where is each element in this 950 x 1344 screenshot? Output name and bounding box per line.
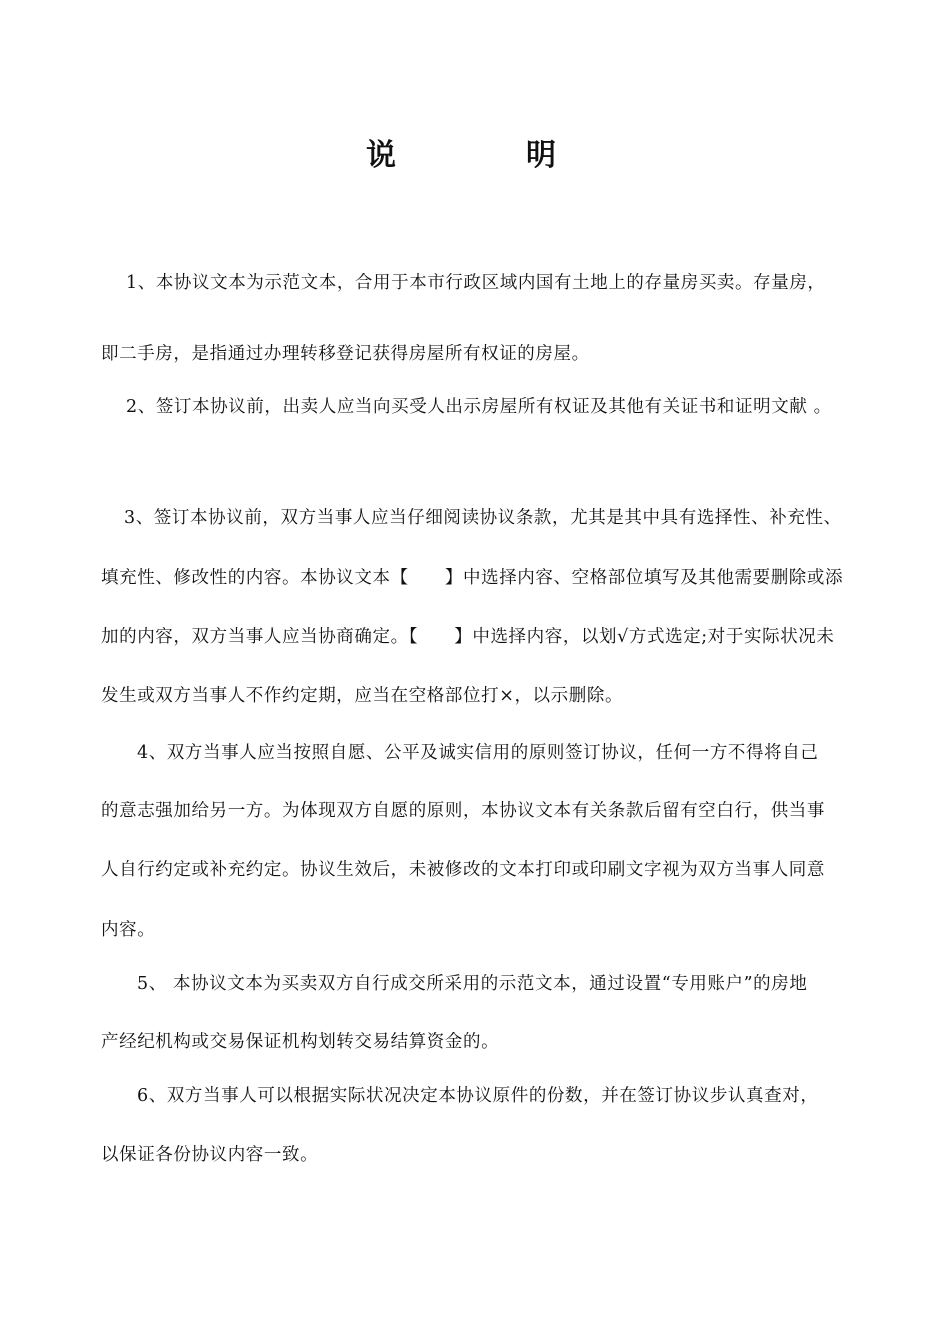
paragraph-1-line-2: 即二手房，是指通过办理转移登记获得房屋所有权证的房屋。 [101, 344, 590, 364]
paragraph-5-line-2: 产经纪机构或交易保证机构划转交易结算资金的。 [101, 1032, 500, 1052]
paragraph-3-line-4: 发生或双方当事人不作约定期，应当在空格部位打×，以示删除。 [101, 686, 624, 706]
paragraph-4-line-2: 的意志强加给另一方。为体现双方自愿的原则，本协议文本有关条款后留有空白行，供当事 [101, 801, 825, 821]
paragraph-4-line-1: 4、双方当事人应当按照自愿、公平及诚实信用的原则签订协议，任何一方不得将自己 [137, 743, 819, 763]
paragraph-5-line-1: 5、 本协议文本为买卖双方自行成交所采用的示范文本，通过设置“专用账户”的房地 [137, 974, 808, 994]
paragraph-2-line-1: 2、签订本协议前，出卖人应当向买受人出示房屋所有权证及其他有关证书和证明文献 。 [126, 397, 832, 417]
paragraph-3-line-3: 加的内容，双方当事人应当协商确定。【 】中选择内容，以划√方式选定;对于实际状况未 [101, 627, 835, 647]
page-title: 说 明 [366, 138, 606, 173]
paragraph-3-line-1: 3、签订本协议前，双方当事人应当仔细阅读协议条款，尤其是其中具有选择性、补充性、 [124, 508, 842, 528]
paragraph-1-line-1: 1、本协议文本为示范文本，合用于本市行政区域内国有土地上的存量房买卖。存量房， [126, 273, 826, 293]
paragraph-6-line-1: 6、双方当事人可以根据实际状况决定本协议原件的份数，并在签订协议步认真查对， [137, 1086, 819, 1106]
paragraph-4-line-3: 人自行约定或补充约定。协议生效后，未被修改的文本打印或印刷文字视为双方当事人同意 [101, 860, 825, 880]
paragraph-4-line-4: 内容。 [101, 920, 156, 940]
paragraph-3-line-2: 填充性、修改性的内容。本协议文本【 】中选择内容、空格部位填写及其他需要删除或添 [101, 568, 844, 588]
paragraph-6-line-2: 以保证各份协议内容一致。 [101, 1145, 319, 1165]
